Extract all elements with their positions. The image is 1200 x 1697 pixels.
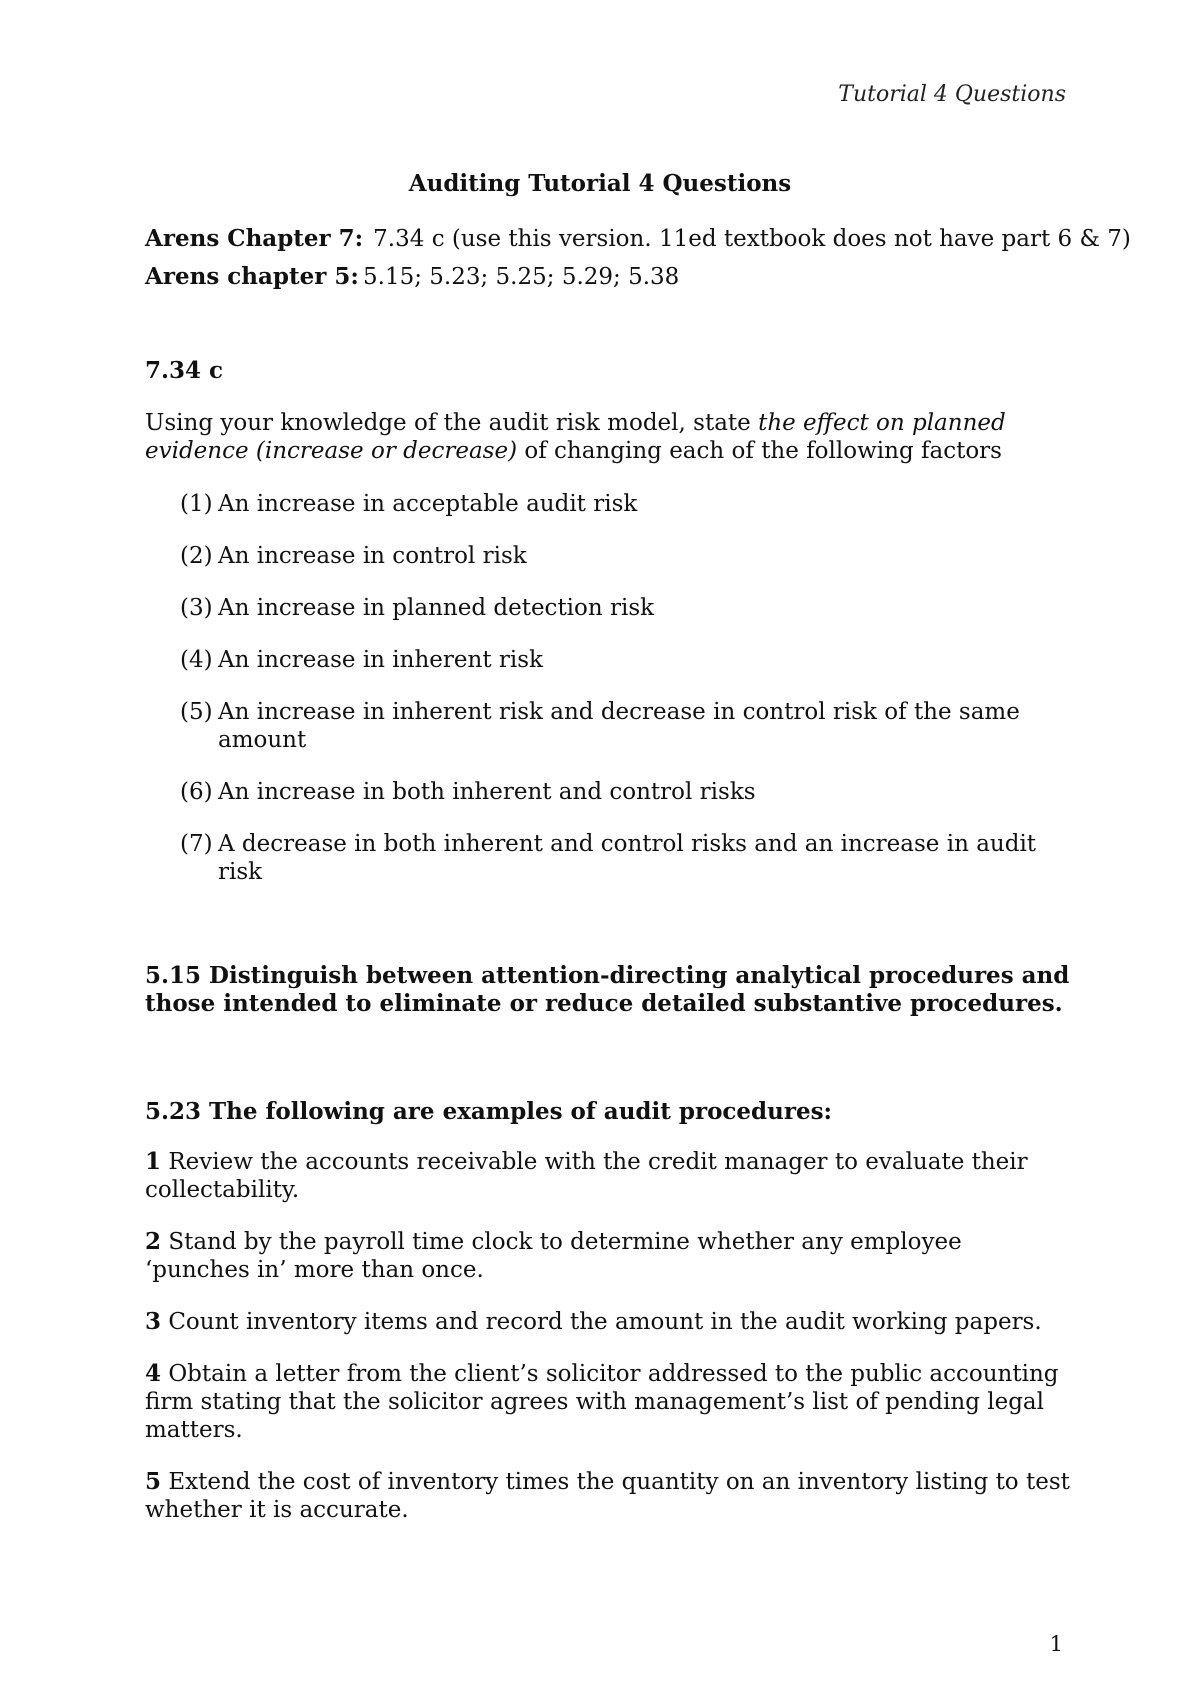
list-item (180, 542, 1060, 570)
list-item-text: An increase in inherent risk and decrease in control risk of the same amount (218, 699, 1020, 753)
list-item (180, 698, 1060, 754)
reference-value: 5.15; 5.23; 5.25; 5.29; 5.38 (363, 264, 680, 290)
list-item-text: An increase in both inherent and control risks (218, 779, 756, 805)
procedure-item (145, 1228, 1070, 1284)
procedure-item (145, 1468, 1070, 1524)
list-item-number: (6) (180, 779, 213, 805)
list-item-number: (4) (180, 647, 213, 673)
running-header: Tutorial 4 Questions (838, 82, 1066, 107)
procedure-item (145, 1148, 1070, 1204)
list-item-text: An increase in acceptable audit risk (218, 491, 638, 517)
question-7-34-heading: 7.34 c (145, 357, 224, 384)
list-item (180, 830, 1060, 886)
procedure-item (145, 1360, 1070, 1444)
reference-chapter-7 (145, 225, 1131, 252)
document-title: Auditing Tutorial 4 Questions (408, 170, 792, 197)
list-item-number: (7) (180, 831, 213, 857)
procedure-text: Obtain a letter from the client’s solicitor addressed to the public accounting firm stating that the solicitor agrees with management’s list of pending legal matters. (145, 1361, 1059, 1443)
procedure-text: Count inventory items and record the amount in the audit working papers. (161, 1309, 1042, 1335)
reference-label: Arens Chapter 7: (145, 225, 364, 252)
intro-emphasis: the effect on planned evidence (increase or decrease) (145, 410, 1006, 464)
question-5-15: 5.15 Distinguish between attention-directing analytical procedures and those intended to eliminate or reduce detailed substantive procedures. (145, 962, 1070, 1017)
reference-label: Arens chapter 5: (145, 263, 359, 290)
list-item (180, 778, 1060, 806)
procedure-number: 5 (145, 1468, 162, 1495)
procedure-text: Stand by the payroll time clock to determine whether any employee ‘punches in’ more than once. (145, 1229, 962, 1283)
list-item (180, 490, 1060, 518)
question-7-34-intro (145, 409, 1065, 465)
list-item (180, 594, 1060, 622)
list-item-text: A decrease in both inherent and control risks and an increase in audit risk (218, 831, 1037, 885)
reference-value: 7.34 c (use this version. 11ed textbook does not have part 6 & 7) (373, 226, 1131, 252)
procedure-number: 4 (145, 1360, 162, 1387)
list-item-text: An increase in inherent risk (218, 647, 543, 673)
list-item-text: An increase in control risk (218, 543, 527, 569)
procedure-text: Extend the cost of inventory times the quantity on an inventory listing to test whether it is accurate. (145, 1469, 1070, 1523)
procedure-text: Review the accounts receivable with the credit manager to evaluate their collectability. (145, 1149, 1028, 1203)
question-5-23-heading: 5.23 The following are examples of audit procedures: (145, 1098, 833, 1125)
list-item-number: (1) (180, 491, 213, 517)
procedure-number: 2 (145, 1228, 162, 1255)
list-item-number: (5) (180, 699, 213, 725)
intro-text: of changing each of the following factors (517, 438, 1002, 464)
procedure-item (145, 1308, 1070, 1336)
intro-text: Using your knowledge of the audit risk model, state (145, 410, 759, 436)
list-item-number: (2) (180, 543, 213, 569)
procedure-number: 1 (145, 1148, 162, 1175)
procedure-number: 3 (145, 1308, 162, 1335)
reference-chapter-5 (145, 263, 679, 290)
list-item (180, 646, 1060, 674)
list-item-number: (3) (180, 595, 213, 621)
list-item-text: An increase in planned detection risk (218, 595, 655, 621)
page-number: 1 (1049, 1632, 1063, 1656)
